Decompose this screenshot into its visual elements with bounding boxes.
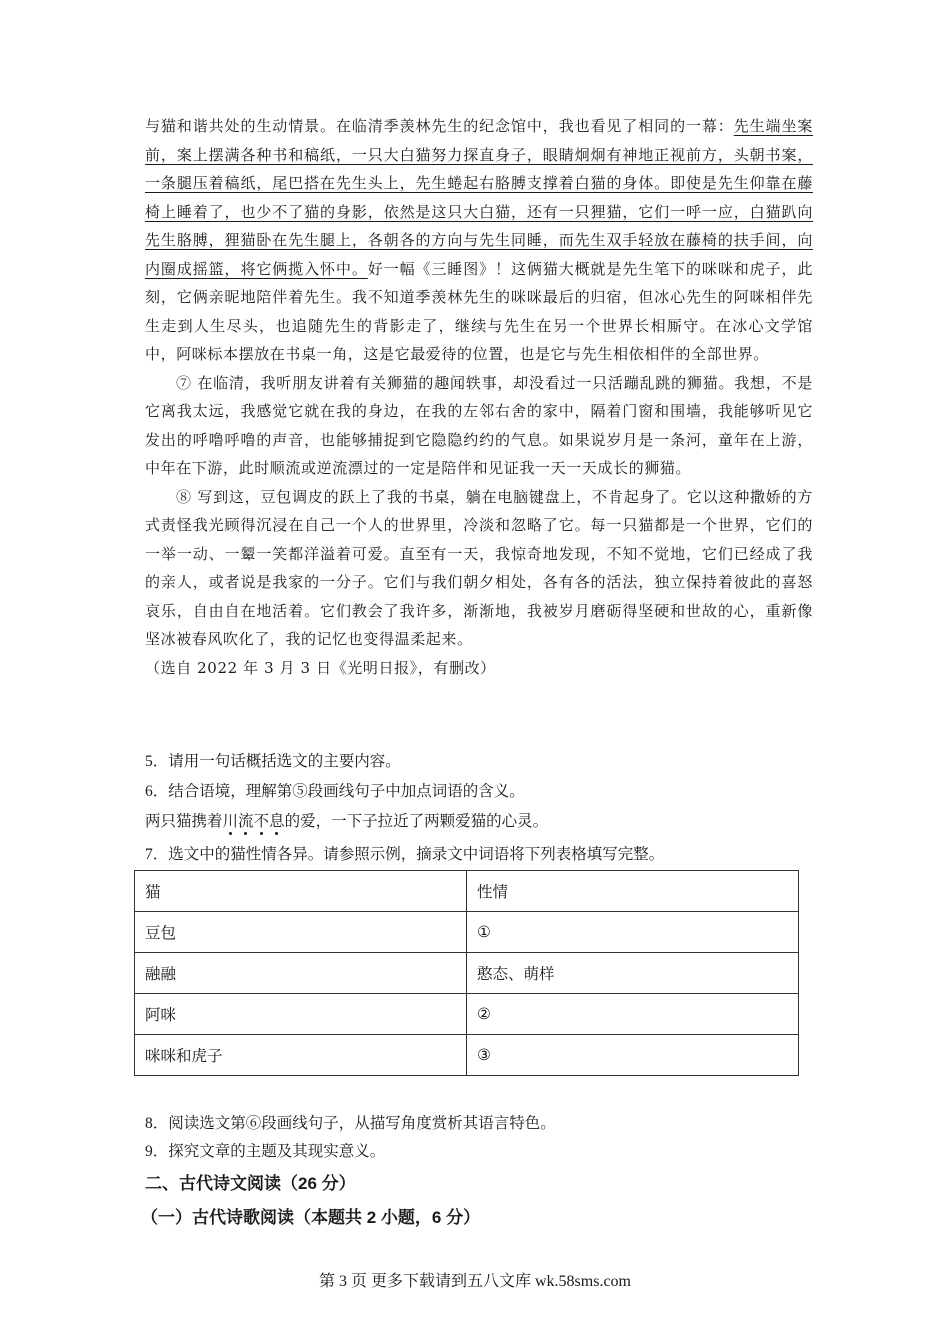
- cat-table: [134, 870, 799, 1076]
- table-row: [135, 953, 799, 994]
- underlined-sentence: 先生端坐案前，案上摆满各种书和稿纸，一只大白猫努力探直身子，眼睛炯炯有神地正视前方，头朝书案，一条腿压着稿纸，尾巴搭在先生头上，先生蜷起右胳膊支撑着白猫的身体。即使是先生仰靠在藤椅上睡着了，也少不了猫的身影，依然是这只大白猫，还有一只狸猫，它们一呼一应，白猫趴向先生胳膊，狸猫卧在先生腿上，各朝各的方向与先生同睡，而先生双手轻放在藤椅的扶手间，向内圈成摇篮，将它俩揽入怀中。: [145, 117, 813, 278]
- table-cell: 憨态、萌样: [467, 953, 799, 994]
- dotted-char: 川: [222, 813, 239, 830]
- table-cell: 咪咪和虎子: [135, 1035, 467, 1076]
- subsection-heading: （一）古代诗歌阅读（本题共 2 小题，6 分）: [141, 1208, 481, 1227]
- table-row: [135, 1035, 799, 1076]
- question-7: 7．选文中的猫性情各异。请参照示例，摘录文中词语将下列表格填写完整。: [145, 846, 665, 863]
- essay-text: [145, 112, 813, 682]
- paragraph-8: ⑧ 写到这，豆包调皮的跃上了我的书桌，躺在电脑键盘上，不肯起身了。它以这种撒娇的方式责怪我光顾得沉浸在自己一个人的世界里，冷淡和忽略了它。每一只猫都是一个世界，它们的一举一动、一颦一笑都洋溢着可爱。直至有一天，我惊奇地发现，不知不觉地，它们已经成了我的亲人，或者说是我家的一分子。它们与我们朝夕相处，各有各的活法，独立保持着彼此的喜怒哀乐，自由自在地活着。它们教会了我许多，渐渐地，我被岁月磨砺得坚硬和世故的心，重新像坚冰被春风吹化了，我的记忆也变得温柔起来。: [145, 487, 813, 648]
- table-header-temper: 性情: [467, 871, 799, 912]
- table-cell: 豆包: [135, 912, 467, 953]
- table-row: [135, 994, 799, 1035]
- table-cell: ③: [467, 1035, 799, 1076]
- question-6: 6．结合语境，理解第⑤段画线句子中加点词语的含义。: [145, 783, 525, 800]
- question-8: 8．阅读选文第⑥段画线句子，从描写角度赏析其语言特色。: [145, 1115, 556, 1132]
- page-footer: 第 3 页 更多下载请到五八文库 wk.58sms.com: [318, 1273, 631, 1290]
- table-cell: 融融: [135, 953, 467, 994]
- question-5: 5．请用一句话概括选文的主要内容。: [145, 753, 401, 770]
- table-header-cat: 猫: [135, 871, 467, 912]
- dotted-char: 流: [238, 813, 254, 830]
- question-6-sentence: 两只猫携着川流不息的爱，一下子拉近了两颗爱猫的心灵。: [145, 813, 549, 830]
- table-row: [135, 912, 799, 953]
- source-citation: （选自 2022 年 3 月 3 日《光明日报》，有删改）: [145, 658, 496, 677]
- question-9: 9．探究文章的主题及其现实意义。: [145, 1143, 386, 1160]
- dotted-char: 不: [253, 813, 270, 830]
- paragraph-7: ⑦ 在临清，我听朋友讲着有关狮猫的趣闻轶事，却没看过一只活蹦乱跳的狮猫。我想，不是它离我太远，我感觉它就在我的身边，在我的左邻右舍的家中，隔着门窗和围墙，我能够听见它发出的呼噜呼噜的声音，也能够捕捉到它隐隐约约的气息。如果说岁月是一条河，童年在上游，中年在下游，此时顺流或逆流漂过的一定是陪伴和见证我一天一天成长的狮猫。: [145, 373, 813, 477]
- paragraph-6: 与猫和谐共处的生动情景。在临清季羡林先生的纪念馆中，我也看见了相同的一幕：先生端坐案前，案上摆满各种书和稿纸，一只大白猫努力探直身子，眼睛炯炯有神地正视前方，头朝书案，一条腿压着稿纸，尾巴搭在先生头上，先生蜷起右胳膊支撑着白猫的身体。即使是先生仰靠在藤椅上睡着了，也少不了猫的身影，依然是这只大白猫，还有一只狸猫，它们一呼一应，白猫趴向先生胳膊，狸猫卧在先生腿上，各朝各的方向与先生同睡，而先生双手轻放在藤椅的扶手间，向内圈成摇篮，将它俩揽入怀中。好一幅《三睡图》！这俩猫大概就是先生笔下的咪咪和虎子，此刻，它俩亲昵地陪伴着先生。我不知道季羡林先生的咪咪最后的归宿，但冰心先生的阿咪相伴先生走到人生尽头，也追随先生的背影走了，继续与先生在另一个世界长相厮守。在冰心文学馆中，阿咪标本摆放在书桌一角，这是它最爱待的位置，也是它与先生相依相伴的全部世界。: [145, 117, 814, 363]
- table-cell: ①: [467, 912, 799, 953]
- table-cell: 阿咪: [135, 994, 467, 1035]
- dotted-char: 息: [269, 813, 285, 830]
- table-row: [135, 871, 799, 912]
- section-heading: 二、古代诗文阅读（26 分）: [145, 1174, 356, 1193]
- table-cell: ②: [467, 994, 799, 1035]
